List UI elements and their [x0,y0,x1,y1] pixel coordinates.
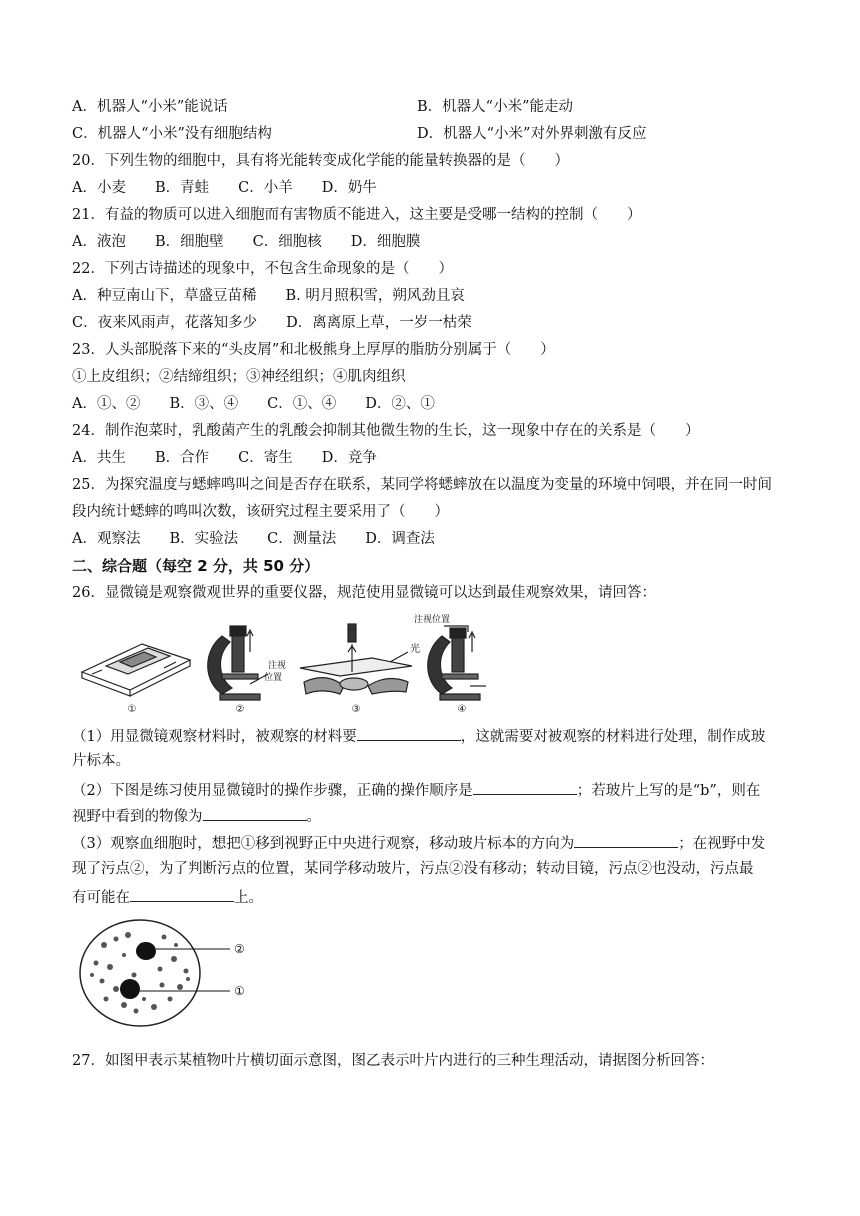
q26-sub3-text-b: ；在视野中发 [678,836,766,852]
q24-options: A．共生 B．合作 C．寄生 D．竞争 [72,450,377,466]
q26-stem: 26．显微镜是观察微观世界的重要仪器，规范使用显微镜可以达到最佳观察效果，请回答： [72,585,656,601]
q20-stem: 20．下列生物的细胞中，具有将光能转变成化学能的能量转换器的是（ ） [72,153,569,169]
q19-option-a: A．机器人“小米”能说话 [72,99,228,115]
step2-label: ② [235,704,245,715]
step2-watch-label-2: 位置 [264,673,283,683]
q26-sub3-location-blank[interactable] [130,886,234,902]
q25-stem-line1: 25．为探究温度与蟋蟀鸣叫之间是否存在联系，某同学将蟋蟀放在以温度为变量的环境中饲喂，并在同一时间 [72,477,772,493]
section2-title: 二、综合题（每空 2 分，共 50 分） [72,557,320,575]
microscope-steps-figure [72,612,512,716]
q26-sub3-text-e: 上。 [234,890,263,906]
step3-light-label: 光 [410,644,420,655]
q26-sub2-order-blank[interactable] [473,779,577,795]
q26-sub2-text-d: 。 [306,809,321,825]
q27-stem: 27．如图甲表示某植物叶片横切面示意图，图乙表示叶片内进行的三种生理活动，请据图分析回答： [72,1053,714,1069]
field-label-1: ① [234,984,245,998]
q23-stem: 23．人头部脱落下来的“头皮屑”和北极熊身上厚厚的脂肪分别属于（ ） [72,342,555,358]
q25-options: A．观察法 B．实验法 C．测量法 D．调查法 [72,531,435,547]
step1-label: ① [127,704,137,715]
q26-sub1-text-b: ，这就需要对被观察的材料进行处理，制作成玻 [460,729,766,745]
q26-sub2-text-a: （2）下图是练习使用显微镜时的操作步骤，正确的操作顺序是 [72,783,473,799]
white-blood-cell-1 [120,979,140,999]
blood-cell-field-figure [76,915,266,1033]
q23-options: A．①、② B．③、④ C．①、④ D．②、① [72,396,435,412]
field-of-view-circle [80,920,200,1026]
q19-option-row-1 [72,97,573,117]
q26-sub2-line2 [72,805,321,827]
q26-sub1-answer-blank[interactable] [357,725,461,741]
q25-stem-line2: 段内统计蟋蟀的鸣叫次数，该研究过程主要采用了（ ） [72,504,449,520]
q19-option-c: C．机器人“小米”没有细胞结构 [72,126,272,142]
q21-stem: 21．有益的物质可以进入细胞而有害物质不能进入，这主要是受哪一结构的控制（ ） [72,207,642,223]
q26-sub2-text-b: ；若玻片上写的是“b”，则在 [576,783,761,799]
q19-option-b: B．机器人“小米”能走动 [417,99,573,115]
q19-option-row-2 [72,124,647,144]
q26-sub3-text-d: 有可能在 [72,890,130,906]
q26-sub2-line1 [72,779,760,801]
q21-options: A．液泡 B．细胞壁 C．细胞核 D．细胞膜 [72,234,421,250]
q26-sub3-line2: 现了污点②，为了判断污点的位置，某同学移动玻片，污点②没有移动；转动目镜，污点②也没动，污点最 [72,861,754,877]
q26-sub1-line2: 片标本。 [72,753,130,769]
step2-microscope-illustration [208,626,268,700]
q26-sub2-image-blank[interactable] [203,805,307,821]
q26-sub1-text-a: （1）用显微镜观察材料时，被观察的材料要 [72,729,357,745]
q20-options: A．小麦 B．青蛙 C．小羊 D．奶牛 [72,180,377,196]
white-blood-cell-2 [136,942,156,960]
step1-slide-illustration [82,644,190,696]
step3-label: ③ [351,704,361,715]
step3-hands-slide-illustration [300,624,412,694]
q26-sub3-line3 [72,886,263,908]
q22-options-1: A．种豆南山下，草盛豆苗稀 B. 明月照积雪，朔风劲且哀 [72,288,465,304]
q23-choices: ①上皮组织；②结缔组织；③神经组织；④肌肉组织 [72,369,406,385]
q26-sub1-line1 [72,725,765,747]
step2-watch-label-1: 注视 [268,661,287,671]
q26-sub3-line1 [72,832,765,854]
q22-options-2: C．夜来风雨声，花落知多少 D．离离原上草，一岁一枯荣 [72,315,472,331]
q26-sub2-text-c: 视野中看到的物像为 [72,809,203,825]
step4-label: ④ [457,704,467,715]
q19-option-d: D．机器人“小米”对外界刺激有反应 [417,126,647,142]
q24-stem: 24．制作泡菜时，乳酸菌产生的乳酸会抑制其他微生物的生长，这一现象中存在的关系是（ ） [72,423,700,439]
step4-watch-label: 注视位置 [414,615,451,625]
step4-microscope-illustration [428,626,486,700]
q26-sub3-text-a: （3）观察血细胞时，想把①移到视野正中央进行观察，移动玻片标本的方向为 [72,836,575,852]
q26-sub3-direction-blank[interactable] [574,832,678,848]
field-label-2: ② [234,942,245,956]
q22-stem: 22．下列古诗描述的现象中，不包含生命现象的是（ ） [72,261,453,277]
